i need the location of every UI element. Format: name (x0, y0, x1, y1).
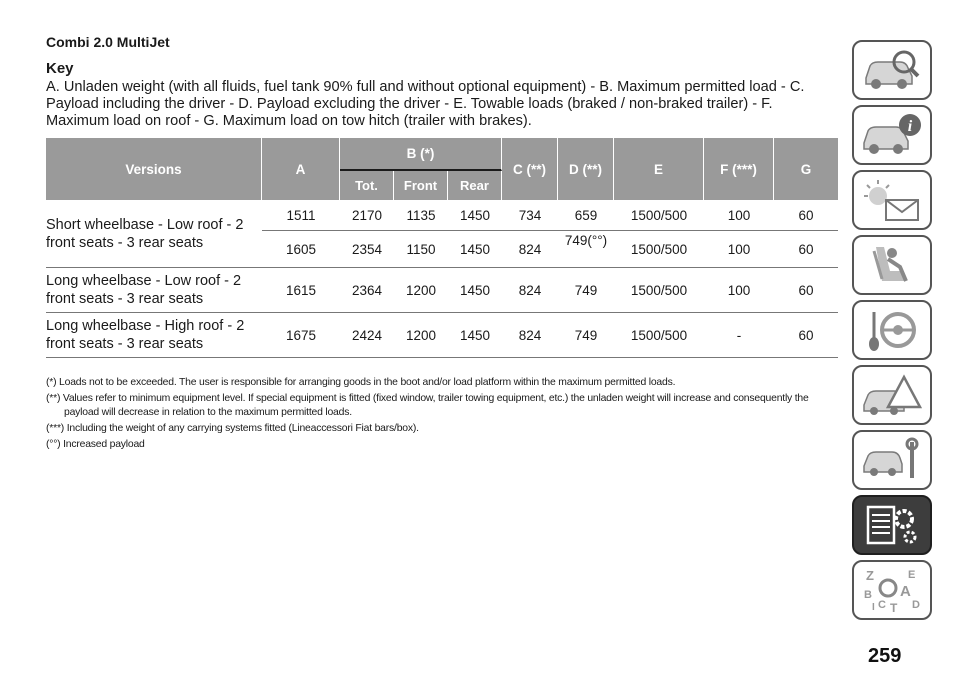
cell-rear: 1450 (448, 313, 502, 358)
footnote: (**) Values refer to minimum equipment level. If special equipment is fitted (fixed window, trailer towing equipment, etc.) the unladen weight will increase and consequently the payload will decrease in relation to the maximum permitted loads. (46, 393, 809, 418)
page-number: 259 (868, 645, 902, 667)
header-c: C (**) (502, 138, 558, 200)
cell-e: 1500/500 (614, 313, 704, 358)
alphabetical-index-icon (860, 566, 924, 614)
cell-f: 100 (704, 231, 774, 268)
header-g: G (774, 138, 838, 200)
cell-d: 749 (558, 313, 614, 358)
warning-lights-icon (860, 176, 924, 224)
tab-maintenance[interactable] (852, 430, 932, 490)
cell-g: 60 (774, 268, 838, 313)
tab-starting-driving[interactable] (852, 300, 932, 360)
cell-a: 1675 (262, 313, 340, 358)
header-d: D (**) (558, 138, 614, 200)
header-b: B (*) (340, 138, 502, 171)
cell-front: 1135 (394, 200, 448, 231)
header-f: F (***) (704, 138, 774, 200)
cell-rear: 1450 (448, 231, 502, 268)
cell-c: 824 (502, 231, 558, 268)
version-cell: Long wheelbase - High roof - 2 front seats - 3 rear seats (46, 313, 262, 358)
header-versions: Versions (46, 138, 262, 200)
cell-rear: 1450 (448, 268, 502, 313)
header-b-tot: Tot. (340, 171, 394, 200)
version-cell: Short wheelbase - Low roof - 2 front seats - 3 rear seats (46, 200, 262, 268)
header-b-front: Front (394, 171, 448, 200)
page-content (46, 34, 838, 450)
index-letter: E (908, 569, 916, 581)
cell-e: 1500/500 (614, 200, 704, 231)
car-emergency-icon (860, 371, 924, 419)
section-title: Combi 2.0 MultiJet (46, 34, 170, 50)
cell-a: 1511 (262, 200, 340, 231)
chapter-sidebar (852, 40, 936, 625)
table-row (46, 200, 838, 231)
footnotes (46, 376, 838, 454)
cell-g: 60 (774, 200, 838, 231)
index-letter: Z (866, 568, 874, 583)
footnote: (*) Loads not to be exceeded. The user is responsible for arranging goods in the boot and/or load platform within the maximum permitted loads. (46, 377, 676, 388)
cell-tot: 2170 (340, 200, 394, 231)
key-text: A. Unladen weight (with all fluids, fuel tank 90% full and without optional equipment) - B. Maximum permitted load - C. Payload including the driver - D. Payload excluding the driver - E. Towable loads (braked / non-braked trailer) - F. Maximum load on roof - G. Maximum load on tow hitch (trailer with brakes). (46, 79, 805, 129)
cell-tot: 2354 (340, 231, 394, 268)
tab-safety[interactable] (852, 235, 932, 295)
cell-f: 100 (704, 200, 774, 231)
index-letter: T (890, 601, 898, 614)
tab-car-search[interactable] (852, 40, 932, 100)
weights-table (46, 138, 838, 358)
table-row (46, 268, 838, 313)
cell-front: 1200 (394, 313, 448, 358)
cell-front: 1200 (394, 268, 448, 313)
cell-rear: 1450 (448, 200, 502, 231)
cell-tot: 2364 (340, 268, 394, 313)
index-letter: I (872, 602, 875, 613)
index-letter: C (878, 599, 886, 611)
cell-d: 749 (558, 268, 614, 313)
version-cell: Long wheelbase - Low roof - 2 front seats - 3 rear seats (46, 268, 262, 313)
cell-g: 60 (774, 231, 838, 268)
tab-emergency[interactable] (852, 365, 932, 425)
header-b-rear: Rear (448, 171, 502, 200)
cell-d: 749(°°) (558, 231, 614, 268)
tab-warning-lights[interactable] (852, 170, 932, 230)
index-letter: D (912, 599, 920, 611)
index-letter: B (864, 589, 872, 601)
cell-a: 1615 (262, 268, 340, 313)
airbag-seat-icon (860, 241, 924, 289)
index-letter: A (900, 583, 911, 600)
key-title: Key (46, 60, 74, 77)
cell-f: - (704, 313, 774, 358)
cell-e: 1500/500 (614, 268, 704, 313)
header-a: A (262, 138, 340, 200)
car-info-icon (860, 111, 924, 159)
footnote: (°°) Increased payload (46, 439, 145, 450)
car-maintenance-icon (860, 436, 924, 484)
cell-a: 1605 (262, 231, 340, 268)
header-e: E (614, 138, 704, 200)
cell-c: 824 (502, 313, 558, 358)
cell-c: 824 (502, 268, 558, 313)
cell-g: 60 (774, 313, 838, 358)
tab-car-info[interactable] (852, 105, 932, 165)
cell-c: 734 (502, 200, 558, 231)
tab-index[interactable] (852, 560, 932, 620)
svg-text:i: i (907, 118, 913, 135)
car-search-icon (860, 46, 924, 94)
cell-front: 1150 (394, 231, 448, 268)
steering-key-icon (860, 306, 924, 354)
technical-data-icon (860, 501, 924, 549)
cell-tot: 2424 (340, 313, 394, 358)
cell-d: 659 (558, 200, 614, 231)
table-row (46, 313, 838, 358)
cell-f: 100 (704, 268, 774, 313)
tab-technical-data[interactable] (852, 495, 932, 555)
cell-e: 1500/500 (614, 231, 704, 268)
footnote: (***) Including the weight of any carrying systems fitted (Lineaccessori Fiat bars/box). (46, 423, 419, 434)
